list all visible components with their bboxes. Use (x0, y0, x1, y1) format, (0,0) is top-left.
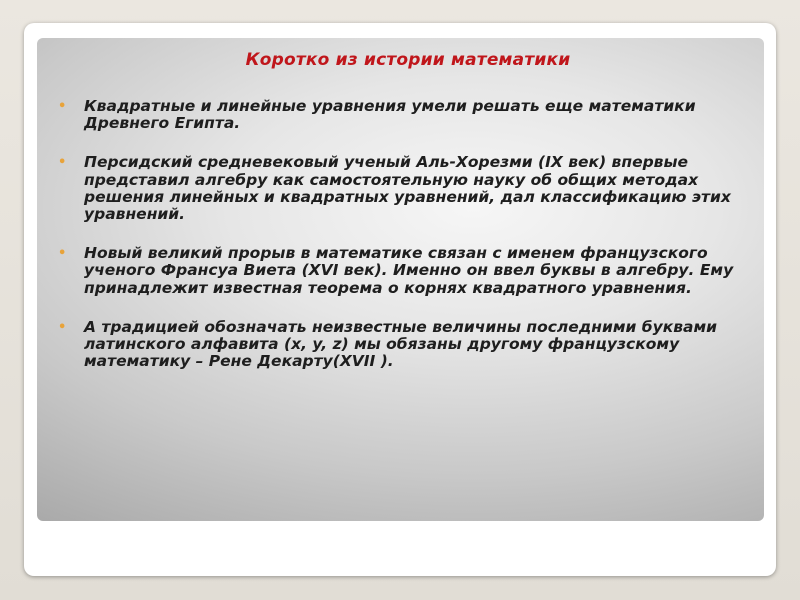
bullet-text: Квадратные и линейные уравнения умели решать еще математики Древнего Египта. (84, 97, 696, 133)
bullet-icon: • (58, 99, 67, 114)
bullet-item-3 (56, 245, 746, 297)
slide-title: Коротко из истории математики (245, 50, 571, 70)
bullet-icon: • (58, 319, 67, 335)
bullet-text: Персидский средневековый ученый Аль-Хорезми (IX век) впервые представил алгебру как самостоятельную науку об общих методах решения линейных и квадратных уравнений, дал классификацию этих уравнений. (84, 153, 731, 224)
bullet-list (56, 98, 746, 392)
bullet-icon: • (58, 155, 67, 171)
bullet-text: А традицией обозначать неизвестные величины последними буквами латинского алфавита (x, y, z) мы обязаны другому французскому математику – Рене Декарту(XVII ). (84, 317, 718, 371)
bullet-item-1 (56, 98, 746, 132)
bullet-icon: • (58, 246, 67, 262)
bullet-text: Новый великий прорыв в математике связан с именем французского ученого Франсуа Виета (XVI век). Именно он ввел буквы в алгебру. Ему принадлежит известная теорема о корнях квадратного уравнения. (84, 244, 734, 297)
bullet-item-4 (56, 319, 746, 371)
bullet-item-2 (56, 154, 746, 223)
